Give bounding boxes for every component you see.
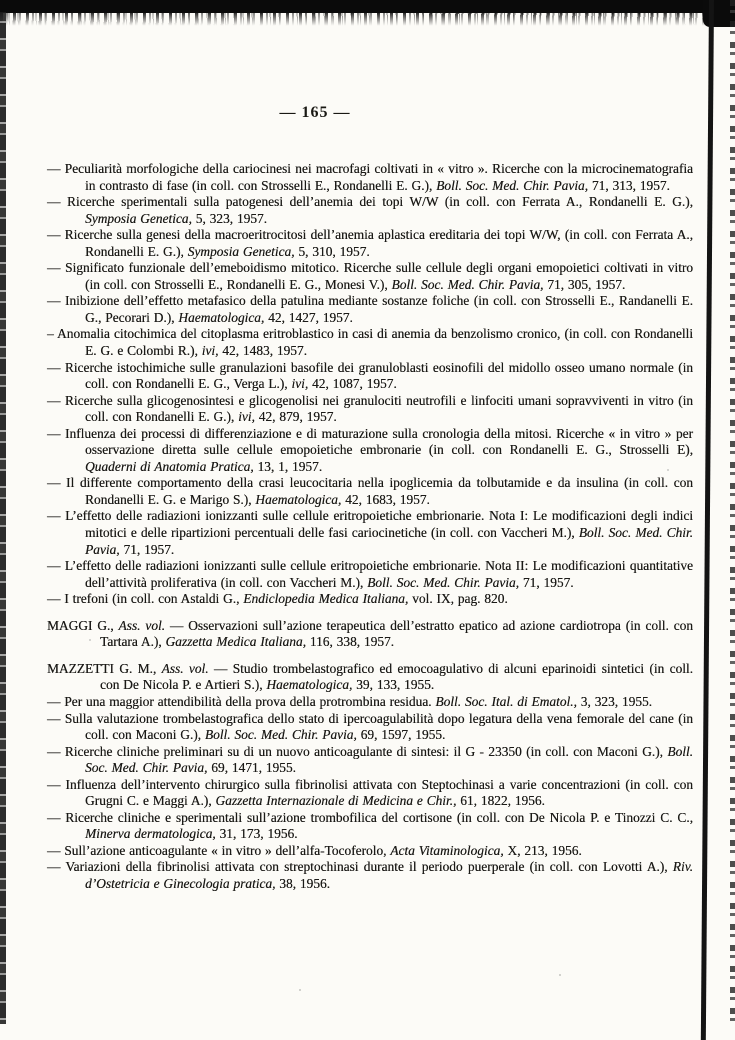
journal-title: ivi, [238, 409, 255, 425]
entry-text: — Ricerche istochimiche sulle granulazioni basofile dei granuloblasti eosinofili del midollo osseo umano normale (in coll. con Rondanelli E. G., Verga L.), [47, 359, 693, 392]
scan-artifact-top-noise [0, 13, 735, 29]
bibliography-entry [47, 744, 693, 777]
entry-text: 116, 338, 1957. [305, 634, 395, 650]
journal-title: Minerva dermatologica, [85, 826, 216, 842]
entry-text: 71, 1957. [519, 574, 574, 590]
entry-text: — L’effetto delle radiazioni ionizzanti sulle cellule eritropoietiche embrionarie. Nota I: Le modificazioni degli indici mitotici e delle ripartizioni percentuali delle fasi cariocinetiche (in coll. con Vaccheri M.), [47, 508, 693, 541]
journal-title: Boll. Soc. Med. Chir. Pavia, [367, 574, 520, 590]
entry-text: 69, 1597, 1955. [356, 727, 446, 743]
author-entry [47, 661, 693, 694]
entry-text: X, 213, 1956. [503, 842, 582, 858]
entry-text: MAZZETTI G. M., [47, 660, 162, 676]
entry-text: — I trefoni (in coll. con Astaldi G., [47, 591, 244, 607]
entry-text: — Peculiarità morfologiche della cariocinesi nei macrofagi coltivati in « vitro ». Ricerche con la microcinematografia in contrasto di fase (in coll. con Strosselli E., Rondanelli E. G.), [47, 161, 693, 193]
entry-text: — Influenza dell’intervento chirurgico sulla fibrinolisi attivata con Steptochinasi a varie concentrazioni (in coll. con Grugni C. e Maggi A.), [47, 776, 693, 809]
journal-title: Haematologica, [266, 677, 353, 693]
journal-title: ivi, [201, 343, 219, 359]
bibliography-entry [47, 227, 693, 260]
bibliography-entry [47, 591, 693, 608]
scan-artifact-top-bar [0, 0, 735, 13]
journal-title: Boll. Soc. Ital. di Ematol., [435, 693, 577, 709]
entry-text: — L’effetto delle radiazioni ionizzanti sulle cellule eritropoietiche embrionarie. Nota II: Le modificazioni quantitative dell’attività proliferativa (in coll. con Vaccheri M.), [47, 558, 693, 590]
bibliography-list [47, 161, 693, 893]
entry-text: — Ricerche sulla genesi della macroeritrocitosi dell’anemia aplastica ereditaria dei topi W/W, (in coll. con Ferrata A., Rondanelli E. G.), [47, 227, 693, 259]
journal-title: ivi, [291, 376, 309, 392]
bibliography-entry [47, 161, 693, 194]
bibliography-entry [47, 260, 693, 293]
journal-title: Boll. Soc. Med. Chir. Pavia, [85, 743, 693, 776]
entry-text: 42, 879, 1957. [254, 409, 337, 425]
scan-artifact-right-edge [730, 0, 735, 1024]
entry-text: vol. IX, pag. 820. [408, 591, 508, 607]
journal-title: Boll. Soc. Med. Chir. Pavia, [391, 276, 544, 292]
entry-text: 3, 323, 1955. [576, 693, 653, 709]
entry-text: 69, 1471, 1955. [207, 760, 296, 776]
journal-title: Haematologica, [255, 491, 342, 507]
bibliography-entry [47, 777, 693, 810]
entry-text: 5, 310, 1957. [294, 243, 370, 259]
bibliography-entry [47, 194, 693, 227]
entry-text: — Sull’azione anticoagulante « in vitro » dell’alfa-Tocoferolo, [47, 842, 391, 858]
entry-text: 71, 313, 1957. [588, 177, 670, 193]
bibliography-entry [47, 711, 693, 744]
entry-text: — Osservazioni sull’azione terapeutica dell’estratto epatico ad azione cardiotropa (in coll. con Tartara A.), [100, 617, 693, 650]
entry-text: — Variazioni della fibrinolisi attivata con streptochinasi durante il periodo puerperale (in coll. con Lovotti A.), [47, 859, 673, 875]
entry-text: 13, 1, 1957. [253, 458, 323, 474]
entry-text: 61, 1822, 1956. [456, 793, 545, 809]
bibliography-entry [47, 360, 693, 393]
journal-title: Boll. Soc. Med. Chir. Pavia, [85, 525, 693, 557]
journal-title: Acta Vitaminologica, [390, 842, 504, 858]
entry-text: 31, 173, 1956. [215, 826, 298, 842]
entry-text: 42, 1683, 1957. [341, 491, 430, 507]
entry-text: 42, 1087, 1957. [308, 376, 397, 392]
scan-artifact-gutter-line [701, 0, 714, 1040]
journal-title: Gazzetta Internazionale di Medicina e Chir., [215, 793, 457, 809]
entry-text: — Per una maggior attendibilità della prova della protrombina residua. [47, 693, 436, 709]
journal-title: Ass. vol. [118, 617, 166, 633]
entry-text: — Significato funzionale dell’emeboidismo mitotico. Ricerche sulle cellule degli organi emopoietici coltivati in vitro (in coll. con Strosselli E., Rondanelli E. G., Monesi V.), [47, 260, 693, 292]
bibliography-entry [47, 426, 693, 476]
bibliography-entry [47, 810, 693, 843]
entry-text: — Ricerche sperimentali sulla patogenesi dell’anemia dei topi W/W (in coll. con Ferrata A., Rondanelli E. G.), [47, 194, 693, 210]
entry-text: — Ricerche cliniche preliminari su di un nuovo anticoagulante di sintesi: il G - 23350 (in coll. con Maconi G.), [47, 743, 668, 759]
entry-text: — Il differente comportamento della crasi leucocitaria nella ipoglicemia da tolbutamide e da insulina (in coll. con Rondanelli E. G. e Marigo S.), [47, 475, 693, 507]
entry-text: 71, 1957. [119, 541, 175, 557]
journal-title: Symposia Genetica, [85, 210, 192, 226]
journal-title: Boll. Soc. Med. Chir. Pavia, [436, 177, 589, 193]
journal-title: Gazzetta Medica Italiana, [165, 634, 306, 650]
author-entry [47, 618, 693, 651]
journal-title: Endiclopedia Medica Italiana, [243, 591, 409, 607]
entry-text: – Anomalia citochimica del citoplasma eritroblastico in casi di anemia da benzolismo cronico, (in coll. con Rondanelli E. G. e Colombi R.), [47, 326, 693, 359]
bibliography-entry [47, 393, 693, 426]
bibliography-entry [47, 326, 693, 359]
entry-text: — Ricerche cliniche e sperimentali sull’azione trombofilica del cortisone (in coll. con De Nicola P. e Tinozzi C. C., [47, 809, 693, 825]
entry-text: 42, 1483, 1957. [218, 343, 307, 359]
entry-text: 39, 133, 1955. [352, 677, 435, 693]
journal-title: Riv. d’Ostetricia e Ginecologia pratica, [85, 859, 693, 891]
bibliography-entry [47, 475, 693, 508]
entry-text: — Sulla valutazione trombelastografica dello stato di ipercoagulabilità dopo legatura della vena femorale del cane (in coll. con Maconi G.), [47, 710, 693, 743]
entry-text: 38, 1956. [275, 875, 330, 891]
entry-text: 5, 323, 1957. [191, 210, 268, 226]
entry-text: MAGGI G., [47, 617, 119, 633]
bibliography-entry [47, 558, 693, 591]
journal-title: Quaderni di Anatomia Pratica, [85, 458, 254, 474]
entry-text: — Ricerche sulla glicogenosintesi e glicogenolisi nei granulociti neutrofili e linfociti umani sopravviventi in vitro (in coll. con Rondanelli E. G.), [47, 392, 693, 425]
bibliography-entry [47, 843, 693, 860]
bibliography-entry [47, 508, 693, 558]
page-number: — 165 — [279, 104, 351, 121]
journal-title: Boll. Soc. Med. Chir. Pavia, [204, 727, 357, 743]
entry-text: — Influenza dei processi di differenziazione e di maturazione sulla cronologia della mitosi. Ricerche « in vitro » per osservazione diretta sulle cellule emopoietiche embronarie (in coll. con Rondanelli E. G., Strosselli E), [47, 425, 693, 458]
bibliography-entry [47, 859, 693, 892]
entry-text: 42, 1427, 1957. [264, 309, 353, 325]
bibliography-entry [47, 694, 693, 711]
journal-title: Ass. vol. [161, 660, 209, 676]
journal-title: Symposia Genetica, [187, 243, 295, 259]
journal-title: Haematologica, [178, 309, 265, 325]
bibliography-entry [47, 293, 693, 326]
scan-artifact-left-edge [0, 12, 6, 1024]
entry-text: — Inibizione dell’effetto metafasico della patulina mediante sostanze foliche (in coll. con Strosselli E., Randanelli E. G., Pecorari D.), [47, 293, 693, 325]
entry-text: 71, 305, 1957. [543, 276, 626, 292]
entry-text: — Studio trombelastografico ed emocoagulativo di alcuni eparinoidi sintetici (in coll. con De Nicola P. e Artieri S.), [100, 660, 693, 693]
